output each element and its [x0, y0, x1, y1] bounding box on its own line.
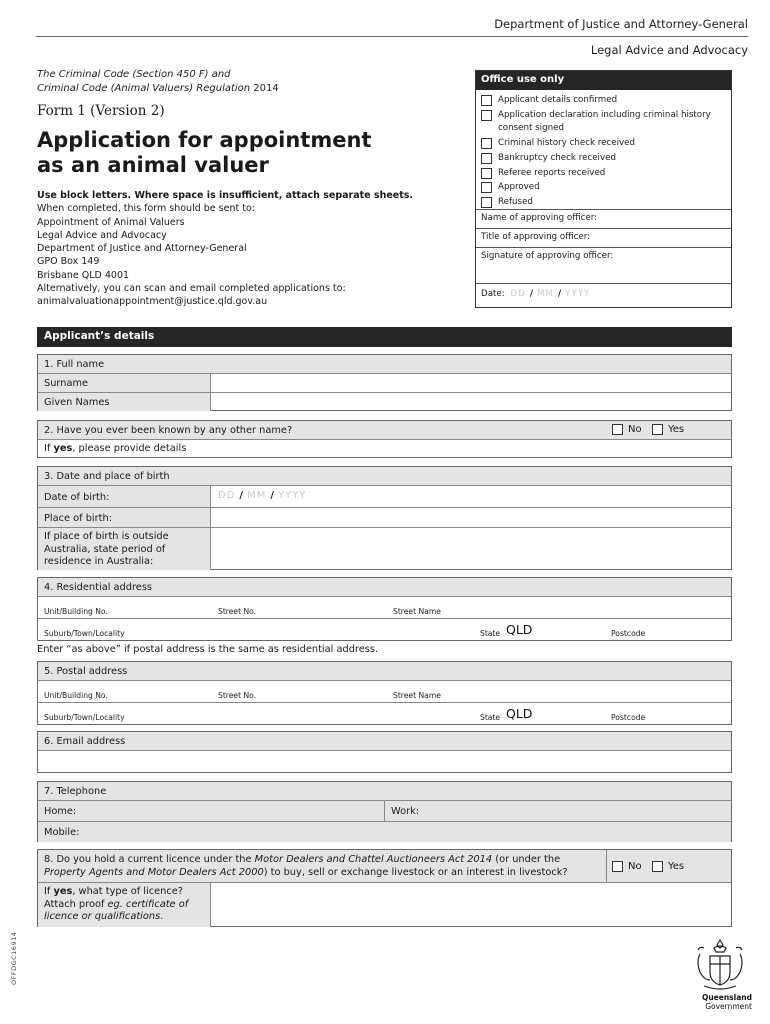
- postal-row-1[interactable]: [38, 681, 731, 703]
- department-name: Department of Justice and Attorney-General: [494, 17, 748, 31]
- state-value: QLD: [506, 622, 533, 637]
- yes-checkbox[interactable]: [652, 861, 663, 872]
- residence-period-input[interactable]: [211, 528, 731, 570]
- section-heading: 1. Full name: [38, 355, 731, 374]
- no-checkbox[interactable]: [612, 424, 623, 435]
- surname-row: [38, 374, 731, 393]
- title-line-1: Application for appointment: [37, 128, 372, 152]
- residence-period-label: If place of birth is outside Australia, state period of residence in Australia:: [38, 528, 211, 570]
- office-item: Applicant details confirmed: [481, 95, 617, 106]
- street-no-label: Street No.: [218, 607, 257, 616]
- given-names-label: Given Names: [38, 393, 211, 411]
- address-line: GPO Box 149: [37, 256, 100, 268]
- checkbox[interactable]: [481, 138, 492, 149]
- approving-officer-signature-field[interactable]: Signature of approving officer:: [476, 247, 731, 283]
- legislation-year: 2014: [250, 83, 279, 94]
- title-line-2: as an animal valuer: [37, 153, 269, 177]
- checkbox[interactable]: [481, 153, 492, 164]
- checkbox[interactable]: [481, 182, 492, 193]
- office-use-heading: Office use only: [476, 71, 731, 90]
- yes-checkbox[interactable]: [652, 424, 663, 435]
- office-item-continued: consent signed: [498, 123, 564, 133]
- address-line: Brisbane QLD 4001: [37, 269, 130, 281]
- checkbox[interactable]: [481, 197, 492, 208]
- unit-label: Unit/Building No.: [44, 607, 108, 616]
- office-item: Refused: [481, 197, 533, 208]
- postcode-label: Postcode: [611, 629, 646, 638]
- queensland-government-logo-text: Queensland Government: [701, 993, 752, 1011]
- postcode-label: Postcode: [611, 713, 646, 722]
- approving-officer-name-field[interactable]: Name of approving officer:: [476, 209, 731, 228]
- alternative-text: Alternatively, you can scan and email completed applications to:: [37, 283, 346, 295]
- section-email: [37, 731, 732, 773]
- block-letters-instruction: Use block letters. Where space is insufficient, attach separate sheets.: [37, 190, 414, 201]
- checkbox[interactable]: [481, 168, 492, 179]
- surname-input[interactable]: [211, 374, 731, 392]
- pob-label: Place of birth:: [38, 508, 211, 527]
- section-heading: 6. Email address: [38, 732, 731, 751]
- mobile-phone-field[interactable]: Mobile:: [38, 822, 731, 842]
- mobile-row: [38, 822, 731, 842]
- office-use-box: [475, 70, 732, 308]
- office-date-field[interactable]: Date: DD / MM / YYYY: [476, 283, 731, 308]
- option-no[interactable]: No: [612, 861, 642, 872]
- address-line: Department of Justice and Attorney-General: [37, 243, 247, 255]
- home-phone-field[interactable]: Home:: [38, 801, 385, 821]
- address-line: Appointment of Animal Valuers: [37, 216, 185, 228]
- checkbox[interactable]: [481, 110, 492, 121]
- email-input[interactable]: [38, 751, 731, 772]
- work-phone-field[interactable]: Work:: [385, 801, 731, 821]
- given-names-input[interactable]: [211, 393, 731, 411]
- dob-input[interactable]: DD / MM / YYYY: [218, 490, 307, 501]
- surname-label: Surname: [38, 374, 211, 392]
- office-item: Application declaration including criminal history: [481, 110, 711, 121]
- section-heading: 7. Telephone: [38, 782, 731, 801]
- instructions: [37, 189, 457, 309]
- office-item: Criminal history check received: [481, 138, 635, 149]
- address-row-1[interactable]: [38, 597, 731, 619]
- licence-type-label: If yes, what type of licence? Attach proof eg. certificate of licence or qualifications.: [38, 883, 211, 927]
- street-name-label: Street Name: [393, 691, 441, 700]
- email-address-link[interactable]: animalvaluationappointment@justice.qld.gov.au: [37, 296, 268, 308]
- section-heading: 2. Have you ever been known by any other name?: [38, 421, 731, 440]
- street-name-label: Street Name: [393, 607, 441, 616]
- given-names-row: [38, 393, 731, 411]
- postal-row-2[interactable]: [38, 703, 731, 725]
- address-line: Legal Advice and Advocacy: [37, 229, 167, 241]
- suburb-label: Suburb/Town/Locality: [44, 629, 125, 638]
- section-residential-address: [37, 577, 732, 641]
- approving-officer-title-field[interactable]: Title of approving officer:: [476, 228, 731, 247]
- section-licence: [37, 849, 732, 927]
- send-to-text: When completed, this form should be sent to:: [37, 203, 255, 215]
- pob-row: [38, 508, 731, 528]
- other-name-details-label: If yes, please provide details: [44, 443, 187, 454]
- no-checkbox[interactable]: [612, 861, 623, 872]
- state-label: State: [480, 713, 501, 722]
- postal-note: Enter “as above” if postal address is the same as residential address.: [37, 644, 379, 655]
- residence-period-row: [38, 528, 731, 570]
- legislation-line-1: The Criminal Code (Section 450 F) and: [37, 69, 231, 80]
- option-yes[interactable]: Yes: [652, 424, 684, 435]
- licence-question: 8. Do you hold a current licence under the Motor Dealers and Chattel Auctioneers Act 2014 (or under the Property Agents and Motor Dealers Act 2000) to buy, sell or exchange livestock or an interest in livestock?: [38, 850, 731, 883]
- pob-input[interactable]: [211, 508, 731, 527]
- form-version: Form 1 (Version 2): [37, 103, 165, 119]
- legislation-line-2: Criminal Code (Animal Valuers) Regulation: [37, 83, 251, 94]
- section-heading: 5. Postal address: [38, 662, 731, 681]
- office-item: Approved: [481, 182, 540, 193]
- address-row-2[interactable]: [38, 619, 731, 641]
- dob-label: Date of birth:: [38, 486, 211, 507]
- state-value: QLD: [506, 706, 533, 721]
- street-no-label: Street No.: [218, 691, 257, 700]
- section-birth: [37, 466, 732, 570]
- section-other-name: [37, 420, 732, 458]
- licence-type-input[interactable]: [211, 883, 731, 927]
- office-item: Referee reports received: [481, 168, 605, 179]
- page-title: [37, 128, 457, 178]
- section-heading: 4. Residential address: [38, 578, 731, 597]
- phone-row: [38, 801, 731, 822]
- checkbox[interactable]: [481, 95, 492, 106]
- suburb-label: Suburb/Town/Locality: [44, 713, 125, 722]
- header-rule: [36, 36, 748, 37]
- section-full-name: [37, 354, 732, 411]
- legislation-reference: [37, 68, 279, 96]
- section-heading: 3. Date and place of birth: [38, 467, 731, 486]
- option-no[interactable]: No: [612, 424, 642, 435]
- unit-label: Unit/Building No.: [44, 691, 108, 700]
- state-label: State: [480, 629, 501, 638]
- option-yes[interactable]: Yes: [652, 861, 684, 872]
- section-telephone: [37, 781, 732, 842]
- dob-row: [38, 486, 731, 508]
- unit-name: Legal Advice and Advocacy: [590, 43, 748, 57]
- form-code: OFFDGC16914: [10, 931, 18, 985]
- section-postal-address: [37, 661, 732, 725]
- applicant-details-heading: Applicant’s details: [37, 327, 732, 347]
- licence-type-row: [38, 883, 731, 927]
- office-item: Bankruptcy check received: [481, 153, 616, 164]
